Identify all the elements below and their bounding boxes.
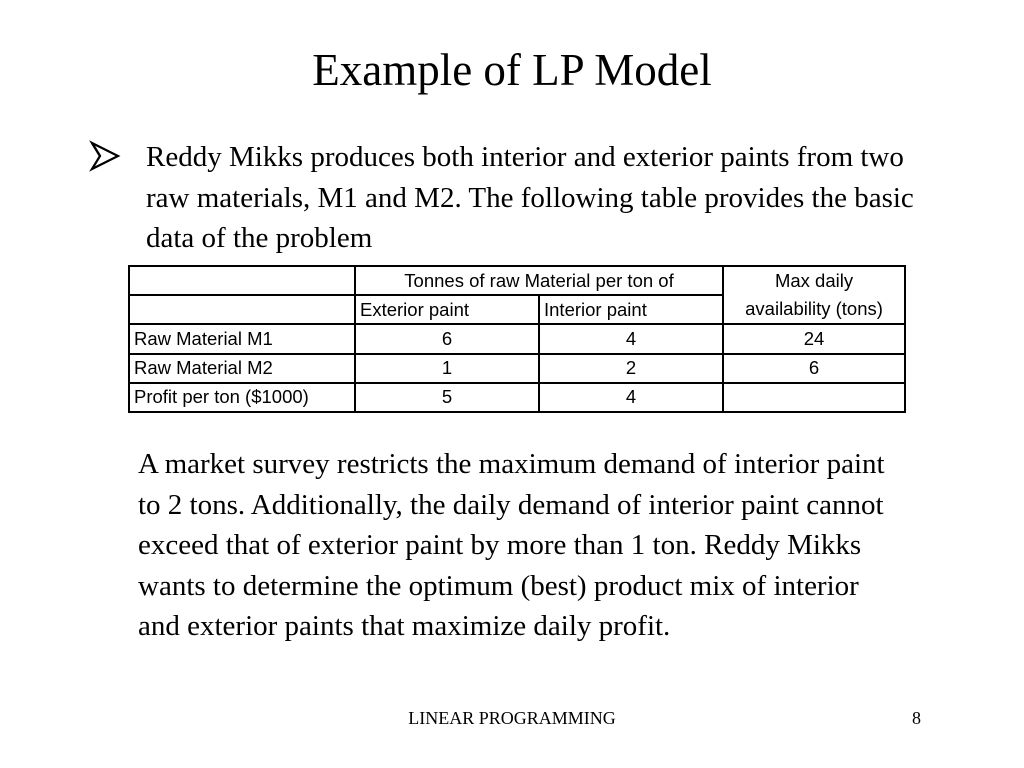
exterior-paint-header: Exterior paint [355, 295, 539, 324]
table-row [129, 354, 905, 383]
interior-value: 2 [539, 354, 723, 383]
row-label: Profit per ton ($1000) [129, 383, 355, 412]
interior-paint-header: Interior paint [539, 295, 723, 324]
data-table [128, 265, 906, 413]
row-label: Raw Material M1 [129, 324, 355, 353]
table-row [129, 383, 905, 412]
max-value: 6 [723, 354, 905, 383]
exterior-value: 1 [355, 354, 539, 383]
interior-value: 4 [539, 324, 723, 353]
problem-paragraph: A market survey restricts the maximum demand of interior paint to 2 tons. Additionally, the daily demand of interior paint cannot exceed that of exterior paint by more than 1 ton. Reddy Mikks wants to determine the optimum (best) product mix of interior and exterior paints that maximize daily profit. [138, 448, 885, 642]
header-corner-cell [129, 266, 355, 295]
page-number: 8 [912, 708, 921, 728]
max-availability-header-line2: availability (tons) [723, 295, 905, 324]
exterior-value: 6 [355, 324, 539, 353]
max-value [723, 383, 905, 412]
subheader-corner-cell [129, 295, 355, 324]
exterior-value: 5 [355, 383, 539, 412]
max-value: 24 [723, 324, 905, 353]
slide-title: Example of LP Model [312, 45, 712, 95]
interior-value: 4 [539, 383, 723, 412]
row-label: Raw Material M2 [129, 354, 355, 383]
group-header: Tonnes of raw Material per ton of [355, 266, 723, 295]
table-row [129, 324, 905, 353]
footer-title: LINEAR PROGRAMMING [408, 708, 616, 728]
table-subheader-row [129, 295, 905, 324]
bullet-text: Reddy Mikks produces both interior and exterior paints from two raw materials, M1 and M2. The following table provides the basic data of the problem [146, 141, 914, 254]
arrowhead-bullet-icon [88, 138, 124, 174]
table-header-row [129, 266, 905, 295]
max-availability-header-line1: Max daily [723, 266, 905, 295]
